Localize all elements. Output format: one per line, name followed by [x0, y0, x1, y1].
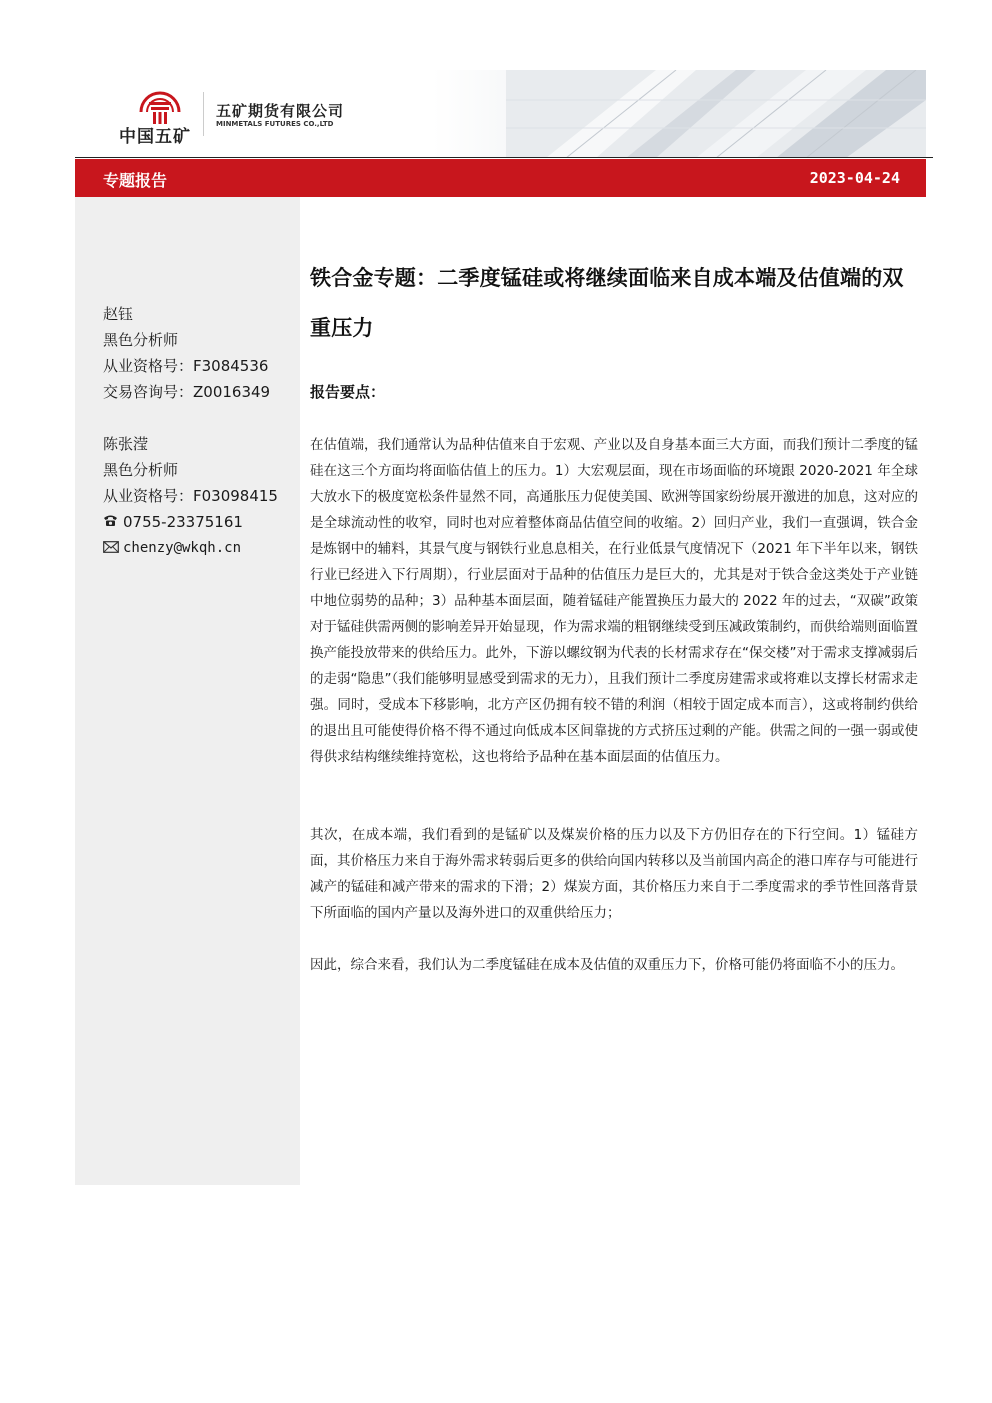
analyst-consulting-number: 交易咨询号：Z0016349: [103, 383, 271, 401]
key-points-heading: 报告要点：: [310, 383, 386, 401]
analyst-phone: 0755-23375161: [123, 513, 243, 531]
header-rule: [75, 157, 933, 158]
analyst-card: [103, 301, 270, 405]
phone-icon: [103, 509, 123, 535]
mail-icon: [103, 535, 123, 561]
company-name: 五矿期货有限公司: [216, 102, 345, 120]
analyst-name: 赵钰: [103, 305, 134, 323]
analyst-qualification: 从业资格号：F3084536: [103, 357, 269, 375]
body-paragraph: 因此，综合来看，我们认为二季度锰硅在成本及估值的双重压力下，价格可能仍将面临不小的压力。: [310, 957, 904, 973]
analyst-role: 黑色分析师: [103, 461, 179, 479]
company-logo-icon: [137, 86, 183, 126]
building-facade-image: [506, 70, 926, 158]
page-header: [75, 70, 926, 158]
analyst-qualification: 从业资格号：F03098415: [103, 487, 278, 505]
report-title: 铁合金专题：二季度锰硅或将继续面临来自成本端及估值端的双重压力: [310, 266, 904, 340]
analyst-card: [103, 431, 278, 561]
analyst-role: 黑色分析师: [103, 331, 179, 349]
analyst-email[interactable]: chenzy@wkqh.cn: [123, 540, 242, 556]
company-name-en: MINMETALS FUTURES CO.,LTD: [216, 120, 334, 128]
logo-text: 中国五矿: [119, 127, 191, 147]
analyst-sidebar: [75, 197, 300, 1185]
body-paragraph: 其次，在成本端，我们看到的是锰矿以及煤炭价格的压力以及下方仍旧存在的下行空间。1）锰硅方面，其价格压力来自于海外需求转弱后更多的供给向国内转移以及当前国内高企的港口库存与可能进行减产的锰硅和减产带来的需求的下滑；2）煤炭方面，其价格压力来自于二季度需求的季节性回落背景下所面临的国内产量以及海外进口的双重供给压力；: [310, 827, 918, 921]
analyst-name: 陈张滢: [103, 435, 149, 453]
analyst-phone-line: [103, 509, 278, 535]
body-paragraph: 在估值端，我们通常认为品种估值来自于宏观、产业以及自身基本面三大方面，而我们预计二季度的锰硅在这三个方面均将面临估值上的压力。1）大宏观层面，现在市场面临的环境跟 2020-2021 年全球大放水下的极度宽松条件显然不同，高通胀压力促使美国、欧洲等国家纷纷展开激进的加息，这对应的是全球流动性的收窄，同时也对应着整体商品估值空间的收缩。2）回归产业，我们一直强调，铁合金是炼钢中的辅料，其景气度与钢铁行业息息相关，在行业低景气度情况下（2021 年下半年以来，钢铁行业已经进入下行周期），行业层面对于品种的估值压力是巨大的，尤其是对于铁合金这类处于产业链中地位弱势的品种；3）品种基本面层面，随着锰硅产能置换压力最大的 2022 年的过去，“双碳”政策对于锰硅供需两侧的影响差异开始显现，作为需求端的粗钢继续受到压减政策制约，而供给端则面临置换产能投放带来的供给压力。此外，下游以螺纹钢为代表的长材需求存在“保交楼”对于需求支撑减弱后的走弱“隐患”（我们能够明显感受到需求的无力），且我们预计二季度房建需求或将难以支撑长材需求走强。同时，受成本下移影响，北方产区仍拥有较不错的利润（相较于固定成本而言），这或将制约供给的退出且可能使得价格不得不通过向低成本区间靠拢的方式挤压过剩的产能。供需之间的一强一弱或使得供求结构继续维持宽松，这也将给予品种在基本面层面的估值压力。: [310, 437, 918, 765]
logo-divider: [203, 92, 204, 136]
analyst-email-line[interactable]: [103, 535, 278, 561]
report-band: [75, 159, 926, 197]
report-type: 专题报告: [103, 171, 168, 190]
report-date: 2023-04-24: [809, 169, 900, 187]
